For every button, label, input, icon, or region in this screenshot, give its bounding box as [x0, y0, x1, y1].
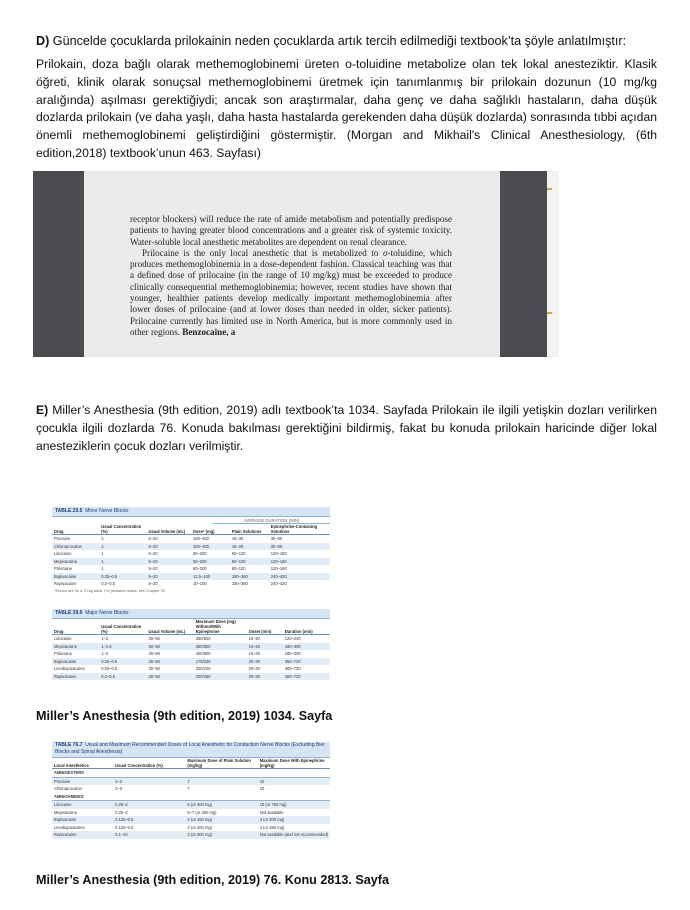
- table-cell: 5–20: [147, 543, 191, 551]
- table-29-6-title: [52, 609, 330, 619]
- table-cell: 5–20: [147, 558, 191, 566]
- table-group-label: AMINOESTERS: [52, 769, 330, 778]
- table-cell: 0.25–0.5: [99, 573, 146, 581]
- column-header: Doseª (mg): [191, 524, 230, 535]
- table-row: [52, 535, 330, 543]
- table-cell: 0.2–0.5: [99, 673, 146, 681]
- table-row: [52, 673, 330, 681]
- table-cell: 10–20: [248, 636, 260, 641]
- table-cell: 1–2: [113, 777, 185, 785]
- table-cell: Ropivacaine: [52, 673, 99, 681]
- table-cell: 10: [259, 786, 265, 791]
- table-cell: 30–50: [148, 666, 160, 671]
- book-text-italic: o: [383, 247, 388, 258]
- table-cell: 10 (or 700 mg): [258, 801, 330, 809]
- section-e-paragraph: [36, 402, 657, 455]
- table-row: [52, 831, 330, 839]
- table-cell: 350/500: [195, 636, 211, 641]
- table-cell: 1–2: [101, 651, 109, 656]
- table-cell: Not available: [259, 809, 284, 815]
- book-page-scan: [33, 171, 559, 357]
- scan-edge-mark: [547, 312, 552, 314]
- column-header: Usual Concentration (%): [113, 758, 185, 769]
- scan-page-edge: [547, 171, 559, 357]
- book-text-bold: Benzocaine, a: [182, 326, 236, 337]
- table-cell: 3 (or 200 mg): [258, 816, 330, 824]
- table-cell: 5–20: [148, 581, 158, 586]
- table-cell: 240–420: [269, 573, 330, 581]
- table-cell: 2–3: [115, 786, 122, 791]
- table-cell: 0.25–0.5: [99, 658, 146, 666]
- section-e-text: Miller’s Anesthesia (9th edition, 2019) adlı textbook’ta 1034. Sayfada Prilokain ile ilgili yetişkin dozları verilirken çocukla ilgili dozlarda 76. Konuda bakılması gerektiğini bildirmiş, fakat bu konuda prilokain haricinde diğer lokal anesteziklerin çocuk dozları verilmiştir.: [36, 403, 657, 453]
- table-cell: 30–50: [147, 658, 194, 666]
- table-cell: 175/225: [194, 658, 247, 666]
- table-cell: 120–180: [270, 551, 287, 556]
- table-cell: 15–30: [231, 536, 244, 541]
- table-cell: 180–360: [231, 581, 248, 586]
- table-29-5-grid: [52, 524, 330, 588]
- table-cell: 50–200: [191, 558, 230, 566]
- column-header: Drug: [52, 524, 99, 535]
- table-29-6: [52, 609, 330, 687]
- table-29-6-grid: [52, 619, 330, 680]
- table-cell: Prilocaine: [54, 566, 72, 571]
- scan-right-margin: [500, 171, 547, 357]
- table-cell: Levobupivacaine: [54, 824, 85, 830]
- table-row: [52, 650, 330, 658]
- table-cell: 20–30: [247, 673, 283, 681]
- table-cell: 5–20: [148, 566, 158, 571]
- table-row: [52, 558, 330, 566]
- table-row: [52, 801, 330, 809]
- table-cell: Levobupivacaine: [54, 666, 85, 671]
- table-cell: 10–100: [192, 581, 207, 586]
- scan-left-margin: [33, 171, 84, 357]
- table-cell: 180–360: [230, 573, 269, 581]
- table-cell: 60–120: [231, 566, 246, 571]
- table-cell: Chloroprocaine: [52, 543, 99, 551]
- table-29-5-subheader: AVERAGE DURATION (MIN): [213, 518, 330, 524]
- table-title-text: Major Nerve Blocks: [85, 610, 129, 616]
- table-cell: Mepivacaine: [52, 558, 99, 566]
- table-cell: 0.125–0.5: [115, 824, 134, 830]
- table-cell: 30–50: [148, 636, 160, 641]
- table-cell: 180–300: [283, 643, 330, 651]
- table-cell: 100–400: [191, 543, 230, 551]
- table-cell: 30–60: [270, 536, 283, 541]
- table-cell: 360–720: [283, 673, 330, 681]
- column-header: Epinephrine-Containing Solutions: [269, 524, 330, 535]
- table-cell: 1–1.5: [99, 643, 146, 651]
- table-cell: 100–400: [192, 536, 209, 541]
- table-label: TABLE 76.7: [55, 742, 83, 748]
- table-cell: 1–2: [101, 636, 109, 641]
- table-cell: Ropivacaine: [52, 831, 113, 839]
- column-header: Duration (min): [283, 619, 330, 635]
- table-cell: 120–180: [269, 558, 330, 566]
- column-header: Local Anesthetics: [52, 758, 113, 769]
- book-text: -toluidine, which produces methemoglobinemia in a dose-dependent fashion. Classical teaching was that a defined dose of prilocaine (in the range of 10 mg/kg) must be exceeded to produce clinically consequential methemoglobinemia; however, recent studies have shown that younger, healthier patients develop medically important methemoglobinemia after lower doses of prilocaine (and at lower doses than needed in older, sicker patients). Prilocaine currently has limited use in North America, but is more commonly used in other regions.: [130, 247, 452, 337]
- table-row: [52, 824, 330, 832]
- table-cell: 1: [101, 551, 104, 556]
- column-header: Usual Volume (mL): [147, 619, 194, 635]
- table-group-label: AMINOAMIDES: [52, 793, 330, 801]
- table-29-5-footnote: ªDoses are for a 70-kg adult. For pediatric doses, see Chapter 76.: [55, 588, 166, 593]
- table-cell: 5 (or 400 mg): [185, 801, 257, 809]
- table-cell: 360–720: [283, 658, 330, 666]
- table-row: [52, 580, 330, 588]
- column-header: Maximum Dose of Plain Solution (mg/kg): [185, 758, 257, 769]
- table-cell: 0.125–0.5: [113, 816, 185, 824]
- table-row: [52, 635, 330, 643]
- table-cell: Mepivacaine: [52, 643, 99, 651]
- table-row: [52, 816, 330, 824]
- table-cell: 360–720: [284, 666, 301, 671]
- column-header: Maximum Dose With Epinephrine (mg/kg): [258, 758, 330, 769]
- table-cell: Ropivacaine: [54, 581, 77, 586]
- table-cell: 30–50: [148, 651, 160, 656]
- table-row: [52, 665, 330, 673]
- table-cell: 12.5–100: [191, 573, 230, 581]
- table-cell: Lidocaine: [52, 801, 113, 809]
- table-cell: 1: [99, 558, 146, 566]
- table-cell: Not available (and not recommended): [259, 832, 329, 837]
- table-cell: 0.2–0.5: [101, 581, 115, 586]
- table-header-row: [52, 758, 330, 769]
- table-cell: 10–20: [248, 651, 260, 656]
- section-d-heading-text: Güncelde çocuklarda prilokainin neden çocuklarda artık tercih edilmediği textbook’ta şöyle anlatılmıştır:: [49, 34, 627, 48]
- table-cell: 200/225: [195, 666, 211, 671]
- table-cell: 0.25–2: [115, 809, 128, 815]
- table-cell: 5–7 (or 400 mg): [187, 809, 217, 815]
- table-title-text: Usual and Maximum Recommended Doses of Local Anesthetic for Conduction Nerve Blocks (Excluding Bier Blocks and Spinal Anesthesia): [55, 742, 325, 755]
- column-header: Drug: [52, 619, 99, 635]
- table-row: [52, 543, 330, 551]
- table-cell: 1: [101, 566, 104, 571]
- table-cell: Bupivacaine: [52, 573, 99, 581]
- table-cell: 180–300: [284, 651, 301, 656]
- table-cell: 3 (or 300 mg): [185, 831, 257, 839]
- column-header: Maximum Dose (mg) Without/With Epinephrine: [194, 619, 247, 635]
- table-cell: 350/500: [194, 643, 247, 651]
- table-cell: 5–20: [148, 551, 158, 556]
- table-cell: 50–200: [192, 566, 207, 571]
- table-group-row: [52, 769, 330, 778]
- table-76-7-title: [52, 742, 330, 758]
- table-cell: 400/600: [195, 651, 211, 656]
- table-cell: 30–50: [147, 673, 194, 681]
- table-cell: 120–240: [284, 636, 301, 641]
- table-cell: Prilocaine: [54, 651, 72, 656]
- table-cell: 2: [99, 543, 146, 551]
- table-cell: 30–50: [147, 643, 194, 651]
- table-header-row: [52, 524, 330, 535]
- table-cell: Procaine: [52, 777, 113, 785]
- table-29-5-title: [52, 507, 330, 517]
- table-cell: 5–20: [147, 573, 191, 581]
- table-cell: 7: [185, 777, 257, 785]
- table-cell: 0.25–0.5: [101, 666, 118, 671]
- table-row: [52, 643, 330, 651]
- table-row: [52, 573, 330, 581]
- table-cell: 7: [187, 786, 190, 791]
- table-cell: 4 (or 250 mg): [259, 824, 285, 830]
- column-header: Usual Volume (mL): [147, 524, 191, 535]
- book-text: Prilocaine is the only local anesthetic that is metabolized to: [142, 247, 384, 258]
- column-header: Onset (min): [247, 619, 283, 635]
- table-cell: Procaine: [54, 536, 71, 541]
- table-row: [52, 785, 330, 793]
- section-d-letter: D): [36, 34, 50, 48]
- column-header: Usual Concentration (%): [99, 524, 146, 535]
- table-cell: 240–420: [270, 581, 287, 586]
- section-d-heading: [36, 33, 666, 50]
- table-cell: 10: [258, 777, 330, 785]
- section-d-paragraph: Prilokain, doza bağlı olarak methemoglobinemi üreten o-toluidine metabolize olan tek lokal anesteziktir. Klasik öğreti, klinik olarak sonuçsal methemoglobinemi üretmek için tanımlanmış bir prilokain dozunun (10 mg/kg aralığında) aşılması gerektiğiydi; ancak son araştırmalar, daha genç ve daha sağlıklı hastaların, daha düşük dozlarda prilokain (ve daha yaşlı, daha hasta hastalarda gerekenden daha düşük dozlarda) sonrasında tıbbi açıdan önemli methemoglobinemi geliştirdiğini göstermiştir. (Morgan and Mikhail's Clinical Anesthesiology, (6th edition,2018) textbook’unun 463. Sayfası): [36, 57, 657, 160]
- table-cell: 60–120: [231, 551, 246, 556]
- table-76-7: [52, 742, 330, 854]
- table-cell: Chloroprocaine: [54, 786, 82, 791]
- table-row: [52, 550, 330, 558]
- table-cell: 20–30: [247, 658, 283, 666]
- table-cell: Mepivacaine: [54, 809, 77, 815]
- book-excerpt: [130, 214, 452, 338]
- table-cell: 50–200: [192, 551, 207, 556]
- table-cell: 0.25–2: [113, 801, 185, 809]
- table-cell: 2 (or 150 mg): [185, 816, 257, 824]
- table-cell: 60–120: [230, 558, 269, 566]
- table-cell: 200/250: [194, 673, 247, 681]
- scan-edge-mark: [547, 188, 552, 190]
- table-row: [52, 777, 330, 785]
- table-title-text: Minor Nerve Blocks: [85, 508, 129, 514]
- column-header: Usual Concentration (%): [99, 619, 146, 635]
- table-row: [52, 809, 330, 817]
- table-cell: Bupivacaine: [52, 658, 99, 666]
- caption-miller-2813: Miller’s Anesthesia (9th edition, 2019) 76. Konu 2813. Sayfa: [36, 873, 389, 887]
- table-group-row: [52, 793, 330, 801]
- table-label: TABLE 29.6: [55, 610, 83, 616]
- table-cell: 2: [101, 536, 104, 541]
- table-76-7-grid: [52, 758, 330, 839]
- book-excerpt-paragraph-1: receptor blockers) will reduce the rate of amide metabolism and potentially predispose patients to having greater blood concentrations and a greater risk of systemic toxicity. Water-soluble local anesthetic metabolites are dependent on renal clearance.: [130, 214, 452, 247]
- table-label: TABLE 29.5: [55, 508, 83, 514]
- table-cell: 10–20: [247, 643, 283, 651]
- column-header: Plain Solutions: [230, 524, 269, 535]
- table-cell: 3 (or 200 mg): [187, 824, 212, 830]
- table-cell: Bupivacaine: [52, 816, 113, 824]
- book-excerpt-paragraph-2: [130, 248, 452, 338]
- table-cell: 30–60: [269, 543, 330, 551]
- table-cell: Lidocaine: [54, 551, 72, 556]
- table-cell: 15–20: [230, 543, 269, 551]
- table-cell: 0.1–10: [113, 831, 185, 839]
- table-cell: 5–20: [148, 536, 158, 541]
- table-29-5: [52, 507, 330, 605]
- table-cell: 20–30: [248, 666, 260, 671]
- section-e-letter: E): [36, 403, 49, 417]
- table-row: [52, 658, 330, 666]
- table-cell: Lidocaine: [54, 636, 72, 641]
- table-row: [52, 565, 330, 573]
- caption-miller-1034: Miller’s Anesthesia (9th edition, 2019) 1034. Sayfa: [36, 709, 333, 723]
- table-header-row: [52, 619, 330, 635]
- table-cell: 120–180: [270, 566, 287, 571]
